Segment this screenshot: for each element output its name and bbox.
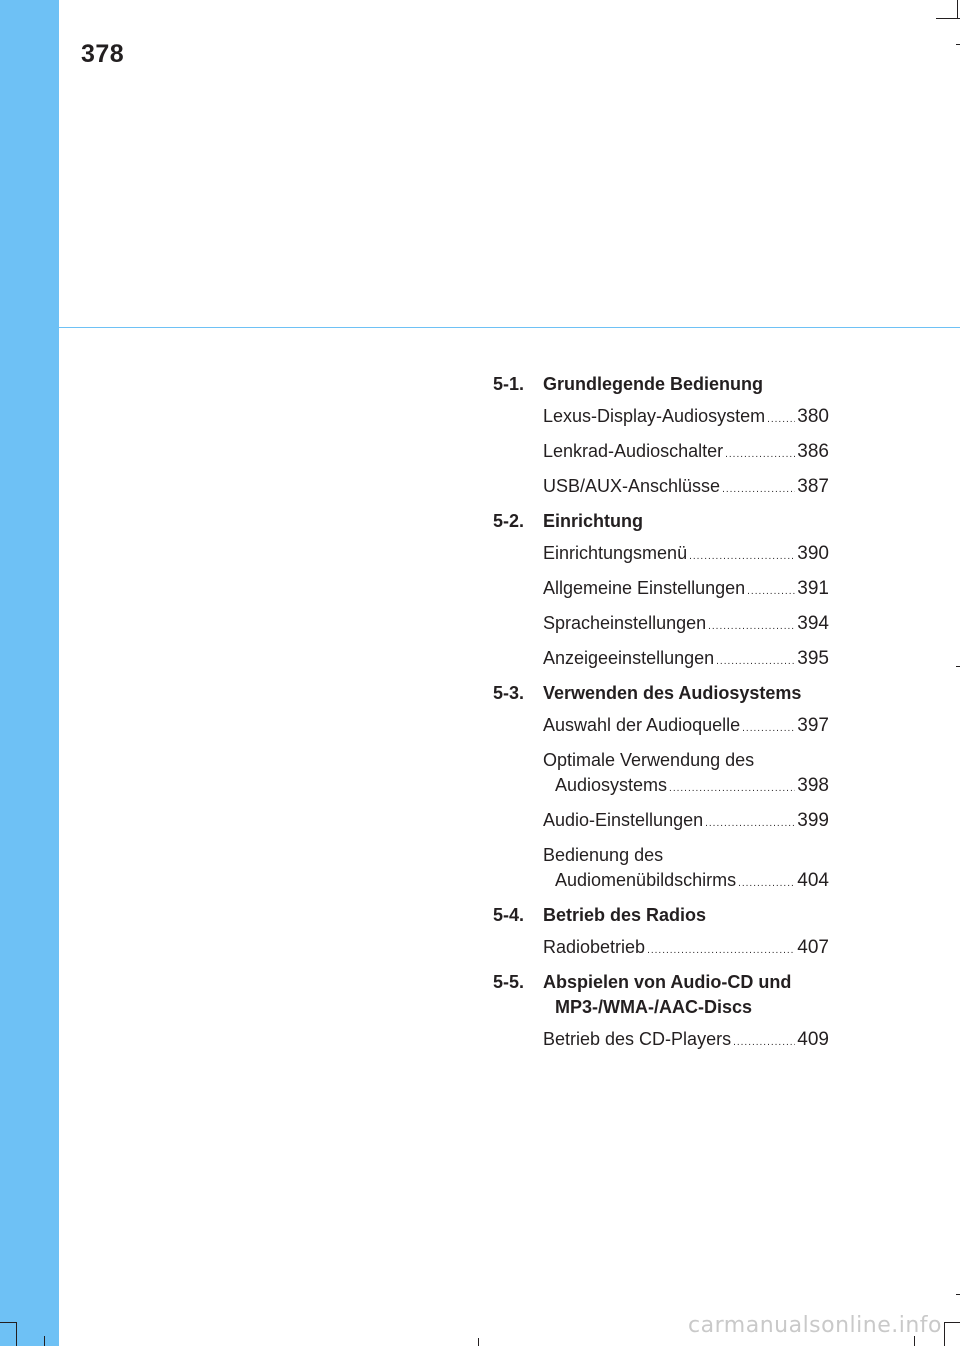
section-title	[543, 372, 829, 397]
section-title	[543, 903, 829, 928]
crop-mark-top-right-h	[936, 18, 960, 19]
header-divider	[59, 327, 960, 328]
crop-mark-bottom-right-v	[944, 1322, 945, 1346]
entry-page-number: 399	[797, 810, 829, 831]
toc-section	[493, 681, 829, 896]
section-title-continuation: MP3-/WMA-/AAC-Discs	[555, 997, 753, 1017]
dot-leader	[689, 544, 795, 569]
section-heading[interactable]	[493, 970, 829, 1020]
crop-mark-bottom-right-h	[944, 1322, 960, 1323]
section-heading[interactable]	[493, 372, 829, 397]
entry-label: Spracheinstellungen	[543, 613, 707, 633]
section-heading[interactable]	[493, 681, 829, 706]
entry-label: Allgemeine Einstellungen	[543, 578, 746, 598]
toc-entry[interactable]	[543, 576, 829, 604]
toc-section	[493, 970, 829, 1055]
section-number: 5-4.	[493, 905, 525, 925]
crop-mark-right-low	[956, 1294, 960, 1295]
entry-page-number: 407	[797, 937, 829, 958]
toc-entry[interactable]	[543, 1027, 829, 1055]
dot-leader	[705, 811, 795, 836]
section-title	[543, 509, 829, 534]
entry-page-number: 380	[797, 406, 829, 427]
toc-entry[interactable]	[543, 843, 829, 896]
dot-leader	[742, 716, 795, 741]
dot-leader	[738, 871, 795, 896]
entry-page-number: 394	[797, 613, 829, 634]
toc-section	[493, 509, 829, 674]
entry-label: Lenkrad-Audioschalter	[543, 441, 724, 461]
dot-leader	[725, 442, 795, 467]
section-number: 5-3.	[493, 683, 525, 703]
toc-entry[interactable]	[543, 808, 829, 836]
page-number: 378	[81, 40, 125, 68]
dot-leader	[716, 649, 795, 674]
section-title-text: Abspielen von Audio-CD und	[543, 972, 792, 992]
entry-label: Lexus-Display-Audiosystem	[543, 406, 766, 426]
toc-entry[interactable]	[543, 713, 829, 741]
toc-entry[interactable]	[543, 611, 829, 639]
crop-mark-top-right-v	[957, 0, 958, 18]
section-heading[interactable]	[493, 903, 829, 928]
section-number: 5-2.	[493, 511, 525, 531]
entry-page-number: 395	[797, 648, 829, 669]
dot-leader	[708, 614, 795, 639]
entry-label-continuation: Audiomenübildschirms	[555, 870, 737, 890]
crop-mark-right-mid	[956, 666, 960, 667]
entry-label: Radiobetrieb	[543, 937, 646, 957]
blue-side-bar	[0, 0, 59, 1346]
dot-leader	[647, 938, 795, 963]
toc-entry[interactable]	[543, 541, 829, 569]
toc-section	[493, 903, 829, 963]
entry-page-number: 398	[797, 775, 829, 796]
crop-mark-bottom-left-tick	[44, 1336, 45, 1346]
entry-page-number: 390	[797, 543, 829, 564]
dot-leader	[669, 776, 795, 801]
section-title-text: Verwenden des Audiosystems	[543, 683, 802, 703]
crop-mark-right-top	[956, 44, 960, 45]
section-title	[543, 681, 829, 706]
dot-leader	[747, 579, 795, 604]
toc-entry[interactable]	[543, 474, 829, 502]
toc-entry[interactable]	[543, 935, 829, 963]
section-title-text: Einrichtung	[543, 511, 643, 531]
entry-page-number: 387	[797, 476, 829, 497]
entry-page-number: 386	[797, 441, 829, 462]
entry-page-number: 397	[797, 715, 829, 736]
toc-entry[interactable]	[543, 646, 829, 674]
section-number: 5-5.	[493, 972, 525, 992]
entry-label: Auswahl der Audioquelle	[543, 715, 741, 735]
watermark: carmanualsonline.info	[688, 1313, 942, 1338]
section-title-text: Grundlegende Bedienung	[543, 374, 764, 394]
dot-leader	[767, 407, 795, 432]
toc-entry[interactable]	[543, 439, 829, 467]
entry-label: USB/AUX-Anschlüsse	[543, 476, 721, 496]
entry-page-number: 391	[797, 578, 829, 599]
entry-label: Bedienung des	[543, 845, 664, 865]
table-of-contents	[493, 372, 829, 1062]
section-heading[interactable]	[493, 509, 829, 534]
entry-page-number: 409	[797, 1029, 829, 1050]
entry-label: Audio-Einstellungen	[543, 810, 704, 830]
dot-leader	[733, 1030, 795, 1055]
toc-entry[interactable]	[543, 748, 829, 801]
entry-label: Betrieb des CD-Players	[543, 1029, 732, 1049]
crop-mark-bottom-left-h	[0, 1322, 16, 1323]
crop-mark-bottom-left-v	[16, 1322, 17, 1346]
entry-label: Anzeigeeinstellungen	[543, 648, 715, 668]
crop-mark-bottom-center-tick	[478, 1338, 479, 1346]
section-title	[543, 970, 829, 1020]
entry-label-continuation: Audiosystems	[555, 775, 668, 795]
entry-label: Optimale Verwendung des	[543, 750, 755, 770]
dot-leader	[722, 477, 795, 502]
section-title-text: Betrieb des Radios	[543, 905, 707, 925]
entry-page-number: 404	[797, 870, 829, 891]
section-number: 5-1.	[493, 374, 525, 394]
toc-entry[interactable]	[543, 404, 829, 432]
entry-label: Einrichtungsmenü	[543, 543, 688, 563]
toc-section	[493, 372, 829, 502]
